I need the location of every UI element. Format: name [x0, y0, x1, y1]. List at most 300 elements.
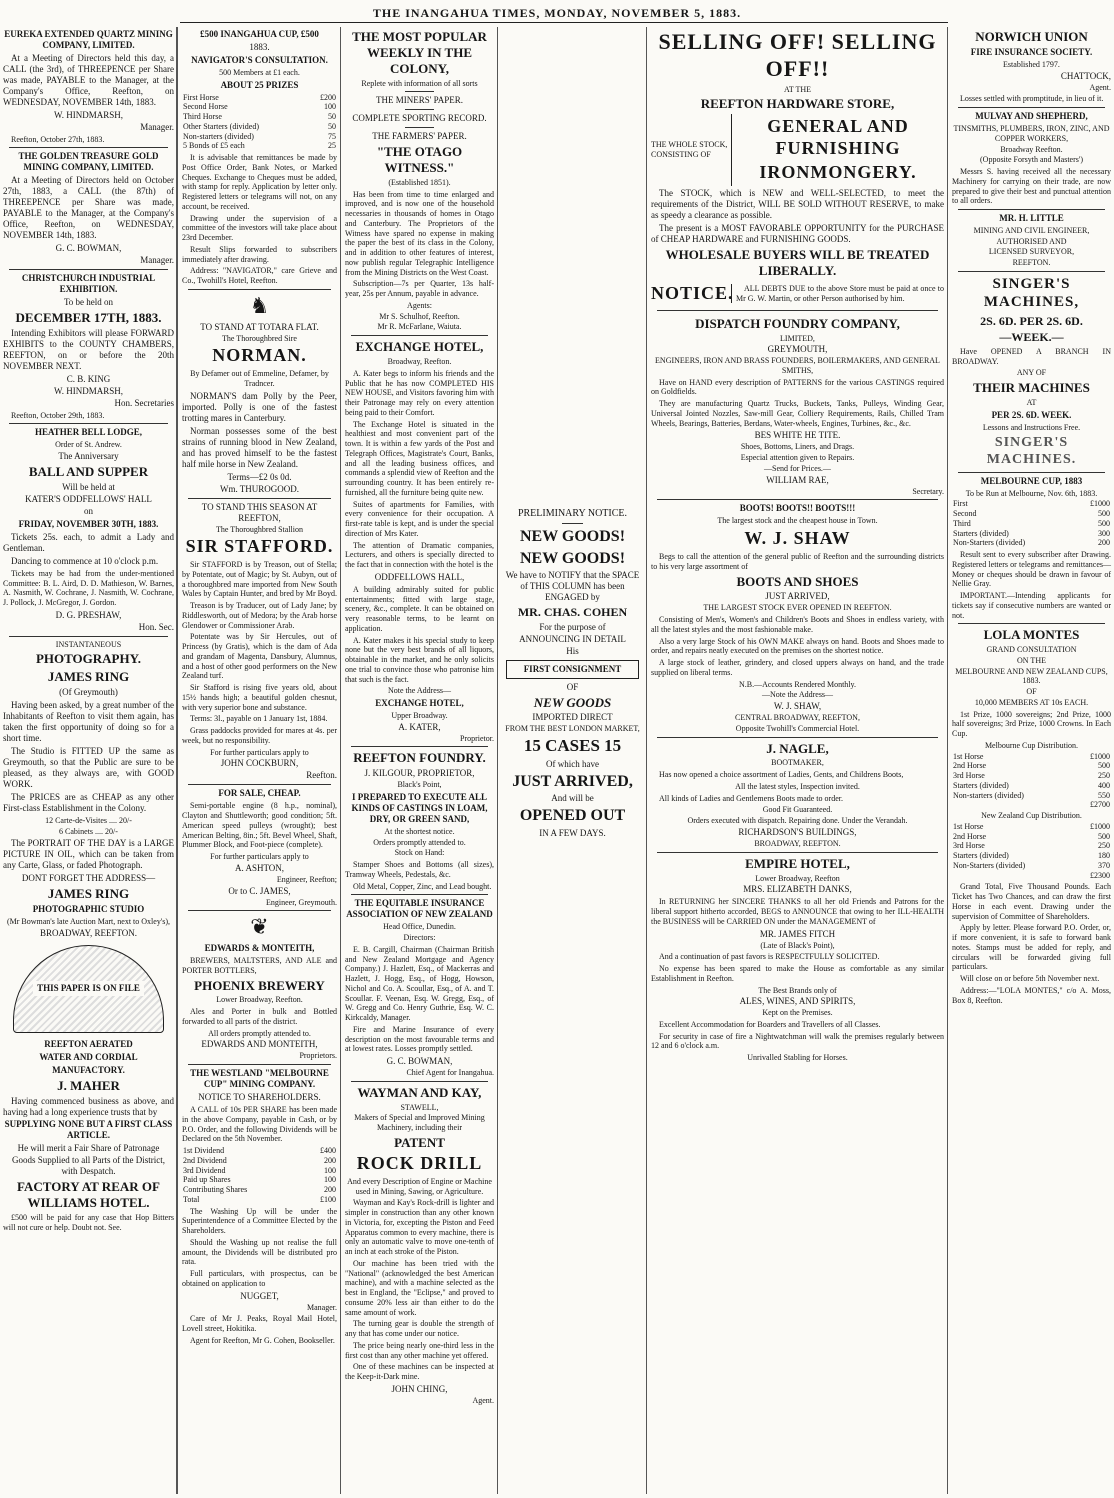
boots-shoes: BOOTS AND SHOES — [736, 573, 859, 589]
singer-per: PER 2S. 6D. WEEK. — [991, 409, 1072, 420]
divider — [958, 472, 1105, 473]
div-value: 200 — [324, 1155, 336, 1165]
sale-or: Or to C. JAMES, — [228, 885, 291, 896]
staff-grass: Grass paddocks provided for mares at 4s. per week, but no responsibility. — [182, 726, 337, 745]
exch-addr: EXCHANGE HOTEL, — [375, 698, 464, 709]
shaw-largest: THE LARGEST STOCK EVER OPENED IN REEFTON. — [703, 603, 892, 613]
table-row — [952, 509, 1111, 519]
div-label: Paid up Shares — [183, 1175, 231, 1185]
new-goods-2: NEW GOODS! — [519, 549, 626, 567]
table-row — [182, 122, 337, 132]
exch-hall: ODDFELLOWS HALL, — [374, 571, 465, 582]
shaw-just: JUST ARRIVED, — [765, 591, 830, 602]
divider — [351, 335, 488, 336]
prize-value: 75 — [328, 131, 336, 141]
lola-label: 2nd Horse — [953, 761, 987, 771]
heather-on: on — [84, 505, 93, 516]
whole-stock-right — [731, 114, 944, 186]
equit-title: THE EQUITABLE INSURANCE ASSOCIATION OF NEW ZEALAND — [346, 898, 493, 920]
col4-announcing: ANNOUNCING IN DETAIL — [519, 633, 626, 644]
pop-sub: Replete with information of all sorts — [361, 78, 478, 88]
wayman-title: WAYMAN AND KAY, — [357, 1084, 482, 1100]
dispatch-sub: ENGINEERS, IRON AND BRASS FOUNDERS, BOILERMAKERS, AND GENERAL SMITHS, — [655, 356, 940, 375]
notice-body: ALL DEBTS DUE to the above Store must be paid at once to Mr G. W. Martin, or other Person authorised by him. — [731, 284, 944, 304]
dispatch-ltd: LIMITED, — [780, 333, 815, 343]
farmers: THE FARMERS' PAPER. — [372, 131, 467, 142]
col4-market: FROM THE BEST LONDON MARKET, — [505, 724, 640, 734]
norman-body2: Norman possesses some of the best strains of running blood in New Zealand, and has proved himself to be the fastest half mile horse in New Zealand. — [182, 425, 337, 469]
exch-title: EXCHANGE HOTEL, — [355, 339, 484, 355]
dank-body2: And a continuation of past favors is RESPECTFULLY SOLICITED. — [659, 952, 880, 962]
west-body4: Full particulars, with prospectus, can be obtained on application to — [182, 1269, 337, 1288]
table-row — [952, 822, 1111, 832]
whole-stock-row — [651, 114, 944, 186]
whole-stock-left — [651, 140, 731, 160]
table-row — [952, 841, 1111, 851]
col5-body2: The present is a MOST FAVORABLE OPPORTUNITY for the PURCHASE of CHEAP HARDWARE and FURNISHING GOODS. — [651, 223, 944, 244]
prize-label: Other Starters (divided) — [183, 121, 259, 131]
xmas-role: Hon. Secretaries — [114, 397, 174, 408]
consisting: CONSISTING OF — [651, 150, 711, 160]
col4-his: His — [566, 645, 579, 656]
prize-value: 100 — [324, 102, 336, 112]
lola-nz-table — [952, 822, 1111, 881]
dispatch-rae: WILLIAM RAE, — [766, 474, 829, 485]
col4-newgoods: NEW GOODS — [533, 694, 612, 710]
eureka-date: Reefton, October 27th, 1883. — [11, 134, 105, 144]
dank-body4: Excellent Accommodation for Boarders and Travellers of all Classes. — [659, 1019, 881, 1029]
table-row — [952, 752, 1111, 762]
maher-goods: Goods Supplied to all Parts of the District, with Despatch. — [12, 1155, 165, 1177]
little-lic: LICENSED SURVEYOR, — [988, 247, 1075, 257]
div-value: £400 — [320, 1146, 336, 1156]
fitch-role: (Late of Black's Point), — [760, 940, 835, 950]
table-row — [952, 800, 1111, 810]
mulvay-body: Messrs S. having received all the necessary Machinery for carrying on their trade, are now prepared to give their best and punctual attention to all orders. — [952, 167, 1111, 206]
west-care: Care of Mr J. Peaks, Royal Mail Hotel, Lovell street, Hokitika. — [182, 1314, 337, 1334]
ed-loc: Lower Broadway, Reefton. — [216, 995, 303, 1005]
div-value: 200 — [324, 1185, 336, 1195]
wayman-role: Agent. — [472, 1395, 494, 1405]
west-notice: NOTICE TO SHAREHOLDERS. — [198, 1092, 321, 1103]
heather-title: HEATHER BELL LODGE, — [34, 427, 143, 438]
table-row — [182, 1166, 337, 1176]
photo-studio: JAMES RING — [47, 886, 130, 902]
foundry-prop: J. KILGOUR, PROPRIETOR, — [364, 768, 475, 779]
shaw-body3: Also a very large Stock of his OWN MAKE always on hand. Boots and Shoes made to order, and repairs neatly executed on the premises on the shortest notice. — [651, 636, 944, 656]
foundry-old: Old Metal, Copper, Zinc, and Lead bought. — [353, 881, 492, 891]
empire-title: EMPIRE HOTEL, — [745, 855, 850, 871]
ed-phoenix: PHOENIX BREWERY — [194, 977, 325, 993]
foundry-orders: Orders promptly attended to. — [373, 837, 466, 847]
staff-to: TO STAND THIS SEASON AT REEFTON, — [201, 501, 318, 523]
lola-value: 180 — [1098, 851, 1110, 861]
newspaper-file-emblem — [13, 945, 164, 1033]
photo-body2: The Studio is FITTED UP the same as Greymouth, so that the Public are sure to be pleased, as they always are, with GOOD WORK. — [3, 746, 174, 789]
photo-body4: The PORTRAIT OF THE DAY is a LARGE PICTURE IN OIL, which can be taken from any Carte, Glass, or faded Photograph. — [3, 838, 174, 871]
dank-body5: For security in case of fire a Nightwatchman will walk the premises regularly between 12 and 6 o'clock a.m. — [651, 1031, 944, 1051]
golden-sign: G. C. BOWMAN, — [55, 243, 122, 254]
wayman-sub: Makers of Special and Improved Mining Machinery, including their — [354, 1113, 485, 1133]
photo-loc: (Of Greymouth) — [59, 687, 118, 698]
cup-prize-value: 500 — [1098, 509, 1110, 519]
dank-brands: The Best Brands only of — [758, 985, 837, 995]
lola-addr: Address:—"LOLA MONTES," c/o A. Moss, Box 8, Reefton. — [952, 985, 1111, 1005]
div-value: £100 — [320, 1194, 336, 1204]
lola-value: 250 — [1098, 841, 1110, 851]
divider — [958, 209, 1105, 210]
col4-cases: 15 CASES 15 — [523, 736, 622, 756]
prize-table — [182, 93, 337, 152]
chattock-role: Agent. — [1089, 82, 1111, 92]
west-nugget: NUGGET, — [240, 1290, 279, 1301]
prize-label: First Horse — [183, 92, 219, 102]
lola-of: OF — [1026, 687, 1037, 697]
table-row — [952, 861, 1111, 871]
table-row — [182, 132, 337, 142]
mulvay-opp: (Opposite Forsyth and Masters') — [980, 155, 1083, 165]
equit-body2: Fire and Marine Insurance of every description on the most favourable terms and at lowest rates. Losses promptly settled. — [345, 1024, 494, 1054]
exch-body2: The Exchange Hotel is situated in the healthiest and most convenient part of the town. It is within a few yards of the Post and Telegraph Offices, Magistrate's Court, Banks, and all the leading business offices, and commands a splendid view of Reefton and the surrounding country. It has been entirely re-furnished, all the furniture being quite new. — [345, 419, 494, 497]
photo-small: INSTANTANEOUS — [55, 639, 122, 649]
sale-further: For further particulars apply to — [210, 852, 309, 862]
exch-sign: A. KATER, — [398, 721, 441, 732]
equit-role: Chief Agent for Inangahua. — [406, 1068, 494, 1078]
lola-label: 2nd Horse — [953, 831, 987, 841]
xmas-sign1: C. B. KING — [66, 373, 111, 384]
otago-body: Has been from time to time enlarged and improved, and is now one of the household necessaries in thousands of homes in Otago and Canterbury. The Proprietors of the Witness have spared no expense in making the paper the best of its class in the Colony, and in addition to other features of interest, now publish regular Telegraphic Intelligence from the Mining Districts on the West Coast. — [345, 189, 494, 277]
lola-body3: Apply by letter. Please forward P.O. Order, or, if more convenient, it is safe to forward bank notes. Stamps must be added for reply, and circulars will be forwarded giving full particulars. — [952, 923, 1111, 972]
staff-body4: Sir Stafford is rising five years old, about 15½ hands high; a beautiful golden chesnut, with very superior bone and substance. — [182, 683, 337, 712]
divider — [188, 498, 331, 499]
prize-label: Third Horse — [183, 112, 222, 122]
divider — [405, 91, 434, 92]
lola-label: 3rd Horse — [953, 771, 985, 781]
divider — [562, 523, 583, 524]
lola-sub: GRAND CONSULTATION — [986, 645, 1077, 655]
col4-opened: OPENED OUT — [519, 807, 626, 825]
divider — [351, 894, 488, 895]
lola-value: £1000 — [1090, 751, 1110, 761]
table-row — [182, 1195, 337, 1205]
lola-value: 550 — [1098, 790, 1110, 800]
first-consignment-box — [506, 660, 639, 679]
shaw-addr2: Opposite Twohill's Commercial Hotel. — [735, 723, 860, 733]
singer-price: 2S. 6D. PER 2S. 6D. — [980, 313, 1083, 328]
cup-prize-label: First — [953, 499, 968, 509]
wayman-body1: Wayman and Kay's Rock-drill is lighter and simpler in construction than any other known in Victoria, for, excepting the Piston and Feed Apparatus common to every machine, there is only an automatic valve to move one-tenth of an inch at each stroke of the Piston. — [345, 1198, 494, 1257]
lola-value: 400 — [1098, 780, 1110, 790]
foundry-notice: At the shortest notice. — [384, 826, 455, 836]
col4-of: OF — [566, 681, 579, 692]
column-6 — [949, 27, 1114, 1494]
ed-orders: All orders promptly attended to. — [208, 1028, 311, 1038]
whole-stock: THE WHOLE STOCK, — [651, 140, 728, 150]
cohen-name: MR. CHAS. COHEN — [517, 605, 628, 620]
heather-date: FRIDAY, NOVEMBER 30TH, 1883. — [18, 518, 159, 529]
table-row — [952, 871, 1111, 881]
divider — [351, 746, 488, 747]
eureka-role: Manager. — [140, 121, 174, 132]
west-body2: The Washing Up will be under the Superintendence of a Committee Elected by the Shareholders. — [182, 1206, 337, 1236]
mulvay-loc: Broadway Reefton. — [1000, 144, 1063, 154]
wayman-loc: STAWELL, — [400, 1102, 439, 1112]
masthead: THE INANGAHUA TIMES, MONDAY, NOVEMBER 5, 1883. — [372, 6, 742, 20]
maher-body: Having commenced business as above, and having had a long experience trusts that by — [3, 1095, 174, 1117]
heather-ball: BALL AND SUPPER — [28, 464, 149, 480]
norman-name: NORMAN. — [212, 345, 307, 366]
nagle-orders: Orders executed with dispatch. Repairing done. Under the Verandah. — [687, 816, 908, 826]
column-4 — [499, 27, 647, 1494]
nagle-body: Has now opened a choice assortment of Ladies, Gents, and Childrens Boots, — [659, 770, 904, 780]
table-row — [952, 851, 1111, 861]
dispatch-special: Especial attention given to Repairs. — [740, 453, 855, 463]
empire-loc: Lower Broadway, Reefton — [755, 873, 840, 883]
dank-kept: Kept on the Premises. — [762, 1008, 833, 1018]
singer-week: —WEEK.— — [999, 330, 1064, 345]
lola-mel-table — [952, 752, 1111, 811]
eureka-body: At a Meeting of Directors held this day, a CALL (the 3rd), of THREEPENCE per Share was made, PAYABLE to the Manager, at the Company's Office, Reefton, on WEDNESDAY, NOVEMBER 14th, 1883. — [3, 52, 174, 107]
shaw-body4: A large stock of leather, grindery, and closed uppers always on hand, and the trade supplied on liberal terms. — [651, 658, 944, 677]
nagle-fit: Good Fit Guaranteed. — [762, 805, 833, 815]
photo-forget: DONT FORGET THE ADDRESS— — [21, 873, 156, 884]
staff-name: SIR STAFFORD. — [185, 536, 334, 557]
staff-body1: Sir STAFFORD is by Treason, out of Stella; by Potentate, out of Magic; by St. Aubyn, out of a thoroughbred mare imported from New South Wales by Captain Hunter, and bred by Mr Boyd. — [182, 560, 338, 599]
heather-list: Tickets may be had from the under-mentioned Committee: B. L. Aird, D. D. Mathieson, W. Barnes, A. Nasmith, W. Cochrane, J. Nasmith, W. Cochrane, J. Pollock, J. McGregor, J. Gordon. — [3, 568, 174, 608]
nav-members: 500 Members at £1 each. — [219, 67, 300, 77]
table-row — [952, 761, 1111, 771]
lola-cups: MELBOURNE AND NEW ZEALAND CUPS, 1883. — [955, 666, 1108, 686]
table-row — [182, 1146, 337, 1156]
col4-which: Of which have — [546, 758, 599, 769]
staff-terms: Terms: 3l., payable on 1 January 1st, 1884. — [190, 714, 328, 724]
mulvay-title: MULVAY AND SHEPHERD, — [975, 111, 1088, 122]
nagle-name: J. NAGLE, — [766, 740, 829, 756]
aerated-title2: WATER AND CORDIAL — [39, 1051, 138, 1062]
otago-a1: Mr S. Schulhof, Reefton. — [379, 311, 460, 321]
selling-off: SELLING OFF! SELLING OFF!! — [658, 29, 937, 81]
nav-title: NAVIGATOR'S CONSULTATION. — [191, 54, 328, 65]
lola-label: Starters (divided) — [953, 780, 1009, 790]
dank-body: In RETURNING her SINCERE THANKS to all her old Friends and Patrons for the liberal support hitherto accorded, BEGS to ANNOUNCE that owing to her ILL-HEALTH the BUSINESS will be CARRIED ON under the MANAGEMENT of — [651, 897, 944, 926]
xmas-sign2: W. HINDMARSH, — [54, 385, 123, 396]
dispatch-send: —Send for Prices.— — [764, 463, 831, 473]
otago-title: "THE OTAGO WITNESS." — [376, 144, 463, 176]
xmas-body: Intending Exhibitors will please FORWARD EXHIBITS to the COUNTY CHAMBERS, REEFTON, on or before the 20th NOVEMBER NEXT. — [3, 327, 174, 371]
wayman-patent: PATENT — [394, 1134, 445, 1150]
cup-year: 1883. — [249, 41, 270, 52]
photo-body1: Having been asked, by a great number of the Inhabitants of Reefton to visit them again, has taken the first opportunity of doing so for a short time. — [3, 700, 174, 744]
photo-title: PHOTOGRAPHY. — [35, 651, 142, 667]
little-role: MINING AND CIVIL ENGINEER, — [973, 225, 1090, 235]
golden-role: Manager. — [140, 255, 174, 266]
div-label: 3rd Dividend — [183, 1165, 226, 1175]
divider — [405, 127, 434, 128]
div-value: 100 — [324, 1175, 336, 1185]
prize-label: Non-starters (divided) — [183, 131, 254, 141]
col4-days: IN A FEW DAYS. — [539, 827, 606, 838]
prize-value: 50 — [328, 121, 336, 131]
horse-icon: ♞ — [249, 292, 270, 318]
nav-addr: Address: "NAVIGATOR," care Grieve and Co., Twohill's Hotel, Reefton. — [182, 266, 337, 286]
cup-title: £500 INANGAHUA CUP, £500 — [200, 29, 319, 39]
lola-value: 370 — [1098, 860, 1110, 870]
div-value: 100 — [324, 1165, 336, 1175]
exch-body1: A. Kater begs to inform his friends and the Public that he has now COMPLETED HIS NEW HOUSE, and Visitors favoring him with their Patronage may rely on every attention being paid to their Comfort. — [345, 368, 494, 417]
west-body: A CALL of 10s PER SHARE has been made in the above Company, payable in Cash, or by P.O. Order, and the following Dividends will be Declared on the 5th November. — [182, 1105, 337, 1144]
shaw-body: Begs to call the attention of the general public of Reefton and the surrounding districts to his very large assortment of — [651, 552, 944, 571]
shaw-nb: N.B.—Accounts Rendered Monthly. — [738, 679, 857, 689]
lola-label: Non-Starters (divided) — [953, 860, 1026, 870]
dispatch-white: BES WHITE HE TITE. — [754, 430, 841, 441]
divider — [657, 737, 938, 738]
boots-big: BOOTS! BOOTS!! BOOTS!!! — [739, 503, 856, 514]
photo-addr: (Mr Bowman's late Auction Mart, next to Oxley's), — [6, 917, 171, 927]
photo-name: JAMES RING — [47, 669, 130, 685]
dispatch-shoes: Shoes, Bottoms, Liners, and Drags. — [740, 442, 855, 452]
boots-sub: The largest stock and the cheapest house in Town. — [717, 516, 878, 526]
pop-title: THE MOST POPULAR WEEKLY IN THE COLONY, — [352, 29, 487, 76]
little-auth: AUTHORISED AND — [996, 236, 1067, 246]
otago-est: (Established 1851). — [388, 177, 451, 187]
lola-value: £1000 — [1090, 821, 1110, 831]
singer-title: SINGER'S MACHINES, — [983, 275, 1080, 311]
divider — [9, 423, 168, 424]
otago-subs: Subscription—7s per Quarter, 13s half-year, 25s per Annum, payable in advance. — [345, 279, 494, 299]
chattock-name: CHATTOCK, — [1060, 70, 1111, 81]
west-title: THE WESTLAND "MELBOURNE CUP" MINING COMPANY. — [190, 1068, 329, 1090]
sale-a-role: Engineer, Reefton; — [276, 874, 337, 884]
prelim-notice: PRELIMINARY NOTICE. — [517, 508, 628, 519]
equit-office: Head Office, Dunedin. — [383, 922, 456, 932]
divider — [188, 289, 331, 290]
staff-apply: JOHN COCKBURN, — [220, 758, 299, 769]
table-row — [182, 1185, 337, 1195]
cup-body: Result sent to every subscriber after Drawing. Registered letters or telegrams and remittances—Money or cheques should be drawn in favour of Nellie Gray. — [952, 550, 1111, 589]
wayman-rock: ROCK DRILL — [356, 1152, 483, 1173]
nagle-role: BOOTMAKER, — [771, 758, 824, 768]
heather-dancing: Dancing to commence at 10 o'clock p.m. — [11, 555, 159, 566]
cup-title: MELBOURNE CUP, 1883 — [980, 475, 1083, 486]
sale-a: A. ASHTON, — [234, 862, 285, 873]
ironmongery: IRONMONGERY. — [759, 162, 917, 183]
eagle-crest-icon: ❦ — [250, 914, 269, 940]
photo-cdv: 12 Carte-de-Visites .... 20/- — [45, 815, 132, 825]
cup-prize-value: 300 — [1098, 528, 1110, 538]
ed-body2: Ales and Porter in bulk and Bottled forwarded to all parts of the district. — [182, 1007, 337, 1026]
table-row — [952, 832, 1111, 842]
wayman-sub2: And every Description of Engine or Machine used in Mining, Sawing, or Agriculture. — [347, 1176, 492, 1196]
divider — [351, 1081, 488, 1082]
lola-value: 250 — [1098, 771, 1110, 781]
table-row — [952, 538, 1111, 548]
heather-held: Will be held at — [62, 482, 115, 492]
exch-body3: Suites of apartments for Families, with every convenience for their occupation. A first-rate table is kept, and is under the special direction of Mrs Kater. — [345, 499, 494, 538]
maher-merit: He will merit a Fair Share of Patronage — [17, 1143, 160, 1154]
exch-body6: A. Kater makes it his special study to keep none but the very best brands of all liquors, obtainable in the market, and he only solicits one trial to convince those who patronise him that such is the fact. — [345, 635, 494, 684]
heather-role: Hon. Sec. — [138, 621, 174, 632]
xmas-held: To be held on — [63, 297, 114, 308]
wayman-body3: The turning gear is double the strength of any that has come under our notice. — [345, 1319, 494, 1339]
table-row — [182, 112, 337, 122]
lola-value: 500 — [1098, 831, 1110, 841]
exch-loc: Broadway, Reefton. — [387, 357, 452, 367]
foundry-body: I PREPARED TO EXECUTE ALL KINDS OF CASTINGS IN LOAM, DRY, OR GREEN SAND, — [351, 792, 488, 824]
nav-prizes: ABOUT 25 PRIZES — [220, 79, 299, 90]
wayman-sign: JOHN CHING, — [391, 1383, 448, 1394]
lola-label: 1st Horse — [953, 751, 984, 761]
aerated-title: REEFTON AERATED — [44, 1038, 133, 1049]
shaw-name: W. J. SHAW — [744, 528, 851, 549]
divider — [405, 109, 434, 110]
col4-will: And will be — [551, 793, 594, 804]
west-mgr: Manager. — [307, 1302, 337, 1312]
nagle-styles: All the latest styles, Inspection invited. — [735, 781, 860, 791]
table-row — [182, 1175, 337, 1185]
column-3 — [342, 27, 498, 1494]
lola-value: 500 — [1098, 761, 1110, 771]
wholesale: WHOLESALE BUYERS WILL BE TREATED LIBERALLY. — [665, 246, 930, 278]
cup-prize-value: £1000 — [1090, 499, 1110, 509]
nav-body2: Drawing under the supervision of a committee of the investors will take place about 23rd December. — [182, 213, 337, 243]
staff-role: Reefton. — [306, 770, 337, 781]
staff-body2: Treason is by Traducer, out of Lady Jane; by Riddlesworth, out of Medora; by the Arab horse Glendower or Commissioner Arab. — [182, 601, 337, 630]
prize-value: £200 — [320, 92, 336, 102]
div-label: Contributing Shares — [183, 1185, 248, 1195]
singer-at: AT — [1026, 397, 1037, 407]
cup-prize-label: Third — [953, 518, 971, 528]
singer-their: THEIR MACHINES — [973, 380, 1090, 396]
general-furnishing: GENERAL AND FURNISHING — [767, 116, 909, 159]
staff-further: For further particulars apply to — [210, 747, 309, 757]
prize-label: Second Horse — [183, 102, 228, 112]
divider — [9, 269, 168, 270]
exch-addr2: Upper Broadway. — [391, 711, 448, 720]
table-row — [182, 102, 337, 112]
west-body3: Should the Washing up not realise the full amount, the Dividends will be distributed pro rata. — [182, 1237, 337, 1267]
divider — [188, 1064, 331, 1065]
divider — [9, 147, 168, 148]
maher-supply: SUPPLYING NONE BUT A FIRST CLASS ARTICLE. — [4, 1119, 173, 1141]
west-agent: Agent for Reefton, Mr G. Cohen, Bookseller. — [190, 1335, 335, 1345]
dank-name: MRS. ELIZABETH DANKS, — [743, 884, 852, 895]
eureka-title: EUREKA EXTENDED QUARTZ MINING COMPANY, LIMITED. — [4, 29, 173, 50]
new-goods-1: NEW GOODS! — [519, 528, 626, 546]
cup-prize-value: 500 — [1098, 518, 1110, 528]
equit-body: E. B. Cargill, Chairman (Chairman British and New Zealand Mortgage and Agency Company.) J. Hazlett, Esq., of Mackerras and Hazlett, J. Hogg, Esq., of Hogg, Howson, Nichol and Co. A. Scoullar, Esq., of A. and T. Scoullar. F. Veenan, Esq. W. Gregg, Esq., of W. Gregg and Co. Henry Guthrie, Esq. W. C. Kirkcaldy, Manager. — [345, 944, 494, 1023]
ed-body1: BREWERS, MALTSTERS, AND ALE and PORTER BOTTLERS, — [182, 956, 337, 975]
shaw-note: —Note the Address— — [761, 690, 834, 700]
nagle-addr: BROADWAY, REEFTON. — [754, 838, 841, 848]
cup-important: IMPORTANT.—Intending applicants for tickets say if consecutive numbers are wanted or not. — [952, 591, 1111, 620]
lola-label: Non-starters (divided) — [953, 790, 1024, 800]
div-label: 2nd Dividend — [183, 1155, 227, 1165]
singer-lessons: Lessons and Instructions Free. — [982, 422, 1081, 432]
golden-title: THE GOLDEN TREASURE GOLD MINING COMPANY, LIMITED. — [18, 151, 159, 173]
dank-body3: No expense has been spared to make the House as comfortable as any similar Establishment in Reefton. — [651, 964, 944, 983]
miners: THE MINERS' PAPER. — [375, 95, 464, 106]
dispatch-loc: GREYMOUTH, — [767, 344, 828, 355]
maher-factory: FACTORY AT REAR OF WILLIAMS HOTEL. — [17, 1179, 160, 1211]
staff-body3: Potentate was by Sir Hercules, out of Princess (by Gratis), which is the dam of Ada and grandam of Magenta, Dansbury, Alumnus, and a host of other good performers on the New Zealand turf. — [182, 632, 337, 681]
wayman-body5: One of these machines can be inspected at the Keep-it-Dark mine. — [345, 1362, 494, 1382]
little-name: MR. H. LITTLE — [999, 213, 1064, 224]
divider — [657, 310, 938, 311]
heather-ann: The Anniversary — [58, 451, 119, 462]
heather-hall: KATER'S ODDFELLOWS' HALL — [25, 493, 152, 504]
col4-purpose: For the purpose of — [539, 621, 606, 632]
norman-sire: The Thoroughbred Sire — [222, 333, 297, 343]
